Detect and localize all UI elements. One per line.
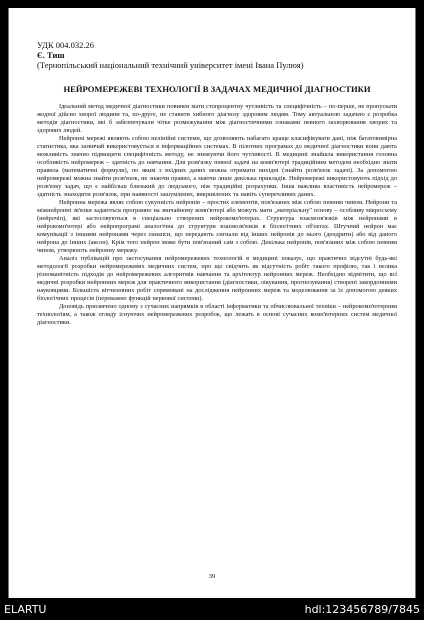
repository-name: ELARTU [4, 603, 47, 616]
paper-page [8, 8, 416, 598]
udc-code: УДК 004.032.26 [37, 40, 95, 50]
page-content [9, 8, 415, 598]
repository-footer [0, 598, 424, 620]
body-paragraph-5: Доповідь присвячено одному з сучасних напрямків в області інформатики та обчислювальної техніки – нейрокомп'ютерним технологіям, а також огляду існуючих нейромережевих розробок, що лежать в основі сучасних комп'ютерних систем медичної діагностики. [37, 303, 397, 326]
body-paragraph-3: Нейронна мережа являє собою сукупність нейронів – простих елементів, пов'язаних між собою певним чином. Нейрони та міжнейронні зв'язки задаються програмно на звичайному комп'ютері або можуть мати „матеріальну" основу – особливу мікросхему (нейрочіп), які застосовуються в спеціально створених нейрокомп'ютерах. Структура взаємозв'язків між нейронами в нейрокомп'ютері або нейропрограмі аналогічна до структури взаємозв'язків в біологічних об'єктах. Штучний нейрон має комунікації з іншими нейронами через синапси, що передають сигнали від інших нейронів до нього (дендрити) або від даного нейрона до інших (аксон). Крім того нейрон може бути пов'язаний сам з собою. Декілька нейронів, пов'язаних між собою певним чином, утворюють нейронну мережу. [37, 199, 397, 254]
page-number: 39 [208, 573, 216, 580]
body-paragraph-1: Ідеальний метод медичної діагностики повинен мати стопроцентну чутливість та специфічність – по-перше, не пропускати жодної дійсно хворої людини та, по-друге, не ставити хибного діагнозу здоровим людям. Тому актуальною задачею є розробка методів діагностики, які б забезпечували чітке розмежування між діагностичними ознаками певного захворювання хворих та здорових людей. [37, 103, 397, 134]
body-paragraph-4: Аналіз публікацій про застосування нейромережевих технологій в медицині показує, що практично відсутні будь-які методології розробки нейромережевих медичних систем, про що свідчить як відсутність робіт такого профілю, так і велика різноманітність підходів до нейромережевих алгоритмів навчання та архітектур нейронних мереж. Необхідно відмітити, що всі медичні розробки нейронних мереж для практичного використання (діагностики, лікування, прогнозування) створені закордонними науковцями. Більшість вітчизняних робіт спрямовані на дослідження нейронних мереж та моделювання за їх допомогою деяких біологічних процесів (переважно функцій нервової системи). [37, 255, 397, 302]
author-affiliation: (Тернопільський національний технічний університет імені Івана Пулюя) [37, 60, 304, 70]
author-name: Є. Тиш [37, 50, 65, 60]
paper-title: НЕЙРОМЕРЕЖЕВІ ТЕХНОЛОГІЇ В ЗАДАЧАХ МЕДИЧНОЇ ДІАГНОСТИКИ [63, 84, 371, 94]
handle-identifier: hdl:123456789/7845 [304, 603, 420, 616]
body-paragraph-2: Нейронні мережі являють собою нелінійні системи, що дозволяють набагато краще класифікувати дані, ніж багатовимірна статистика, яка зазвичай використовується в інформаційних системах. В пілотних програмах до медичної діагностики вони дають можливість значно підвищити специфічність методу, не знижуючи його чутливості. В медицині знайшла використання головна особливість нейромереж – здатність до навчання. Для розв'язку певної задачі на комп'ютері традиційним методом необхідно знати правила (математичні формули), по яким з вхідних даних можна отримати вихідні (знайти розв'язок задачі). За допомогою нейромережі можна знайти розв'язок, не знаючи правил, а маючи лише декілька прикладів. Нейромережі використовують підхід до розв'язку задач, що є найбільш близький до людського, ніж традиційні розрахунки. Інша важлива властивість нейромереж – здатність знаходити розв'язок, при наявності зашумлених, викривлених та навіть суперечливих даних. [37, 135, 397, 198]
